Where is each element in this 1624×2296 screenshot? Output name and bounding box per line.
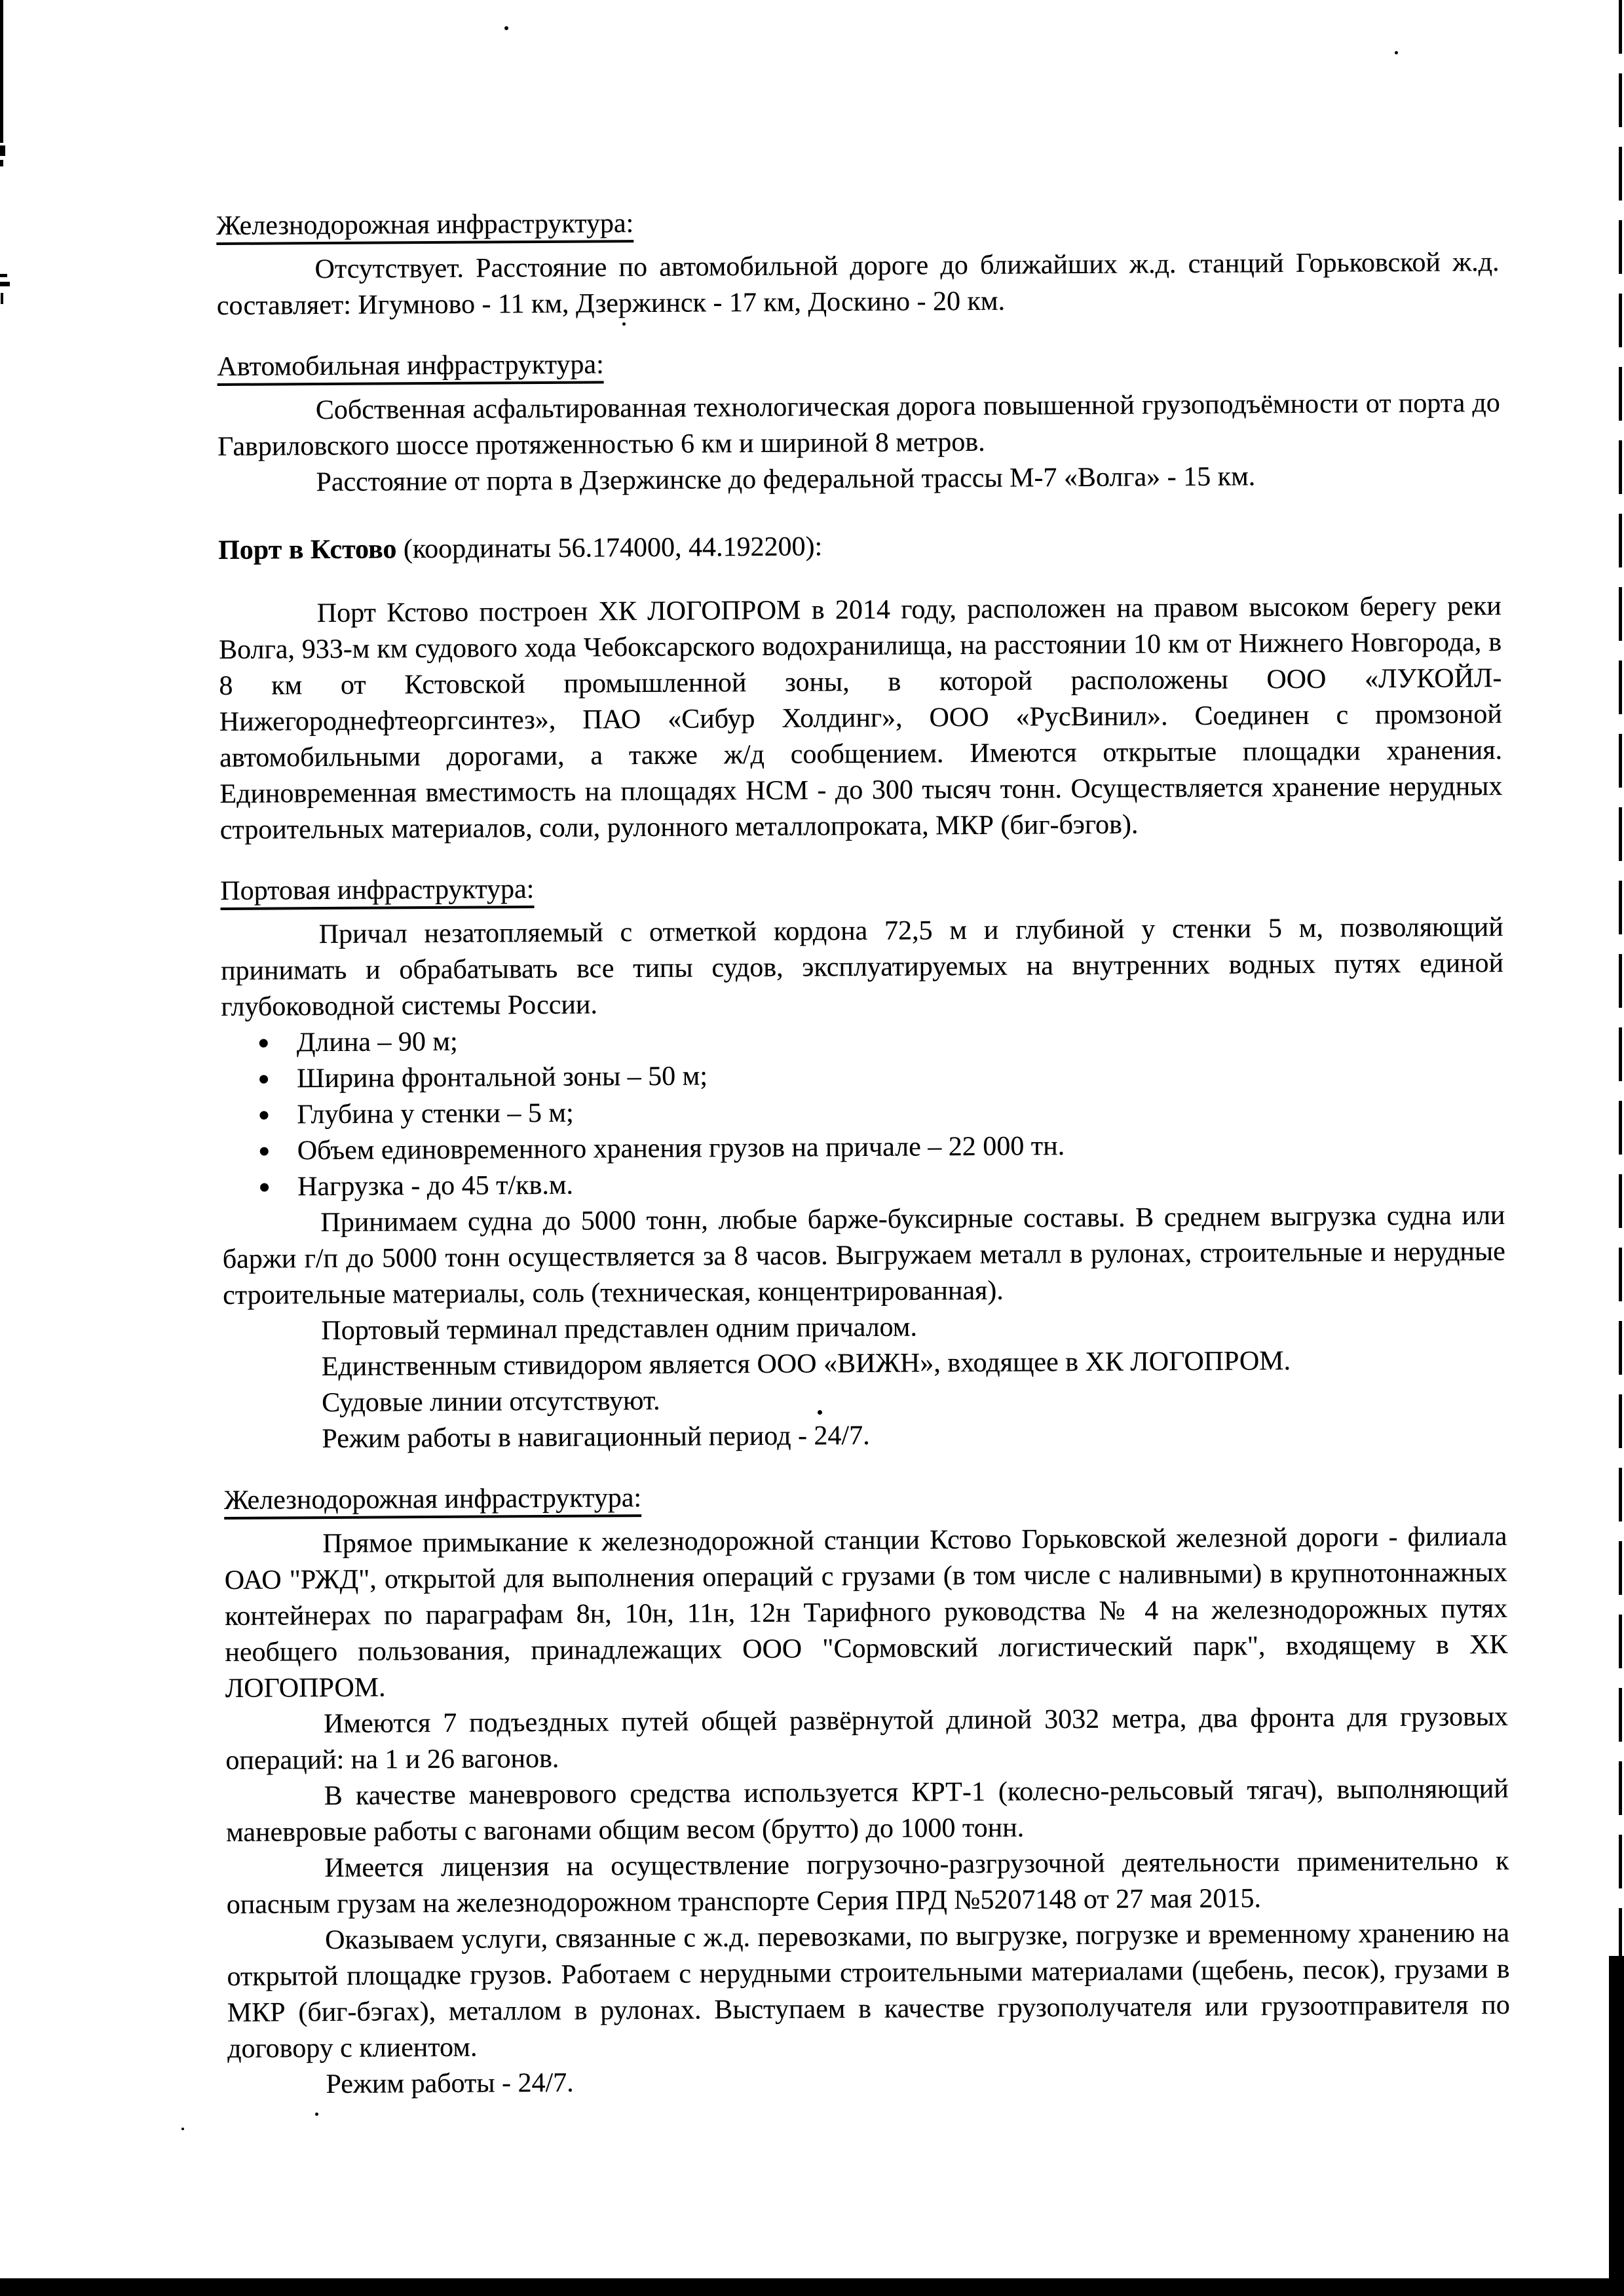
scan-speck xyxy=(504,26,508,30)
berth-spec-list xyxy=(221,1018,1505,1206)
heading-port-name: Порт в Кстово xyxy=(218,534,397,565)
heading-text: Железнодорожная инфраструктура: xyxy=(224,1483,641,1520)
scan-right-edge-line xyxy=(1619,0,1622,1956)
paragraph-shunter: В качестве маневрового средства используется КРТ-1 (колесно-рельсовый тягач), выполняющий маневровые работы с вагонами общим весом (брутто) до 1000 тонн. xyxy=(226,1773,1509,1848)
document-content xyxy=(216,201,1511,2103)
bullet-item-depth: Глубина у стенки – 5 м; xyxy=(221,1090,1504,1134)
paragraph-terminal: Портовый терминал представлен одним причалом. xyxy=(321,1312,918,1347)
paragraph-services: Оказываем услуги, связанные с ж.д. перевозками, по выгрузке, погрузке и временному хранению на открытой площадке грузов. Работаем с нерудными строительными материалами (щебень, песок), грузами в МКР (биг-бэгах), металлом в рулонах. Выступаем в качестве грузополучателя или грузоотправителя по договору с клиентом. xyxy=(227,1917,1510,2064)
paragraph-port-intro: Порт Кстово построен ХК ЛОГОПРОМ в 2014 году, расположен на правом высоком берегу реки Волга, 933-м км судового хода Чебоксарского водохранилища, на расстоянии 10 км от Нижнего Новгорода, в 8 км от Кстовской промышленной зоны, в которой расположены ООО «ЛУКОЙЛ-Нижегороднефтеоргсинтез», ПАО «Сибур Холдинг», ООО «РусВинил». Соединен с промзоной автомобильными дорогами, а также ж/д сообщением. Имеются открытые площадки хранения. Единовременная вместимость на площадях НСМ - до 300 тысяч тонн. Осуществляется хранение нерудных строительных материалов, соли, рулонного металлопроката, МКР (биг-бэгов). xyxy=(218,591,1503,845)
scan-right-edge-bar xyxy=(1609,1956,1624,2280)
scan-left-edge-mark xyxy=(0,0,3,143)
scan-speck xyxy=(181,2128,184,2130)
paragraph-vessels: Принимаем судна до 5000 тонн, любые барже-буксирные составы. В среднем выгрузка судна или баржи г/п до 5000 тонн осуществляется за 8 часов. Выгружаем металл в рулонах, строительные и нерудные строительные материалы, соль (техническая, концентрированная). xyxy=(222,1200,1505,1311)
heading-railway-infrastructure-2 xyxy=(224,1475,1507,1519)
bullet-item-length: Длина – 90 м; xyxy=(221,1018,1504,1062)
paragraph-stevedore: Единственным стивидором является ООО «ВИЖН», входящее в ХК ЛОГОПРОМ. xyxy=(321,1346,1291,1383)
paragraph-railway-absent: Отсутствует. Расстояние по автомобильной дороге до ближайших ж.д. станций Горьковской ж.д. составляет: Игумново - 11 км, Дзержинск - 17 км, Доскино - 20 км. xyxy=(216,247,1500,321)
heading-text: Портовая инфраструктура: xyxy=(220,874,534,910)
bullet-item-front-width: Ширина фронтальной зоны – 50 м; xyxy=(221,1054,1504,1098)
paragraph-auto-road: Собственная асфальтированная технологическая дорога повышенной грузоподъёмности от порта до Гавриловского шоссе протяженностью 6 км и шириной 8 метров. xyxy=(217,388,1500,462)
heading-railway-infrastructure-1 xyxy=(216,201,1499,244)
paragraph-rail-tracks: Имеются 7 подъездных путей общей развёрнутой длиной 3032 метра, два фронта для грузовых операций: на 1 и 26 вагонов. xyxy=(225,1701,1509,1776)
heading-text: Автомобильная инфраструктура: xyxy=(217,349,604,386)
paragraph-license: Имеется лицензия на осуществление погрузочно-разгрузочной деятельности применительно к опасным грузам на железнодорожном транспорте Серия ПРД №5207148 от 27 мая 2015. xyxy=(226,1845,1509,1920)
heading-port-coordinates: (координаты 56.174000, 44.192200): xyxy=(396,531,823,565)
paragraph-berth: Причал незатопляемый с отметкой кордона 72,5 м и глубиной у стенки 5 м, позволяющий принимать и обрабатывать все типы судов, эксплуатируемых на внутренних водных путях единой глубоководной системы России. xyxy=(220,912,1504,1022)
scan-left-edge-mark xyxy=(0,282,10,286)
paragraph-schedule: Режим работы - 24/7. xyxy=(326,2067,574,2100)
scan-bottom-bar xyxy=(0,2278,1624,2296)
bullet-item-load: Нагрузка - до 45 т/кв.м. xyxy=(222,1162,1505,1206)
scan-left-edge-mark xyxy=(0,145,5,156)
scan-speck xyxy=(1395,51,1398,54)
scan-speck xyxy=(315,2113,318,2116)
bullet-item-storage-volume: Объем единовременного хранения грузов на причале – 22 000 тн. xyxy=(222,1126,1505,1170)
paragraph-schedule-navigation: Режим работы в навигационный период - 24/7. xyxy=(322,1420,870,1455)
heading-text: Железнодорожная инфраструктура: xyxy=(216,208,633,245)
scan-left-edge-mark xyxy=(0,274,7,277)
scan-left-edge-mark xyxy=(0,160,3,166)
heading-auto-infrastructure xyxy=(217,341,1500,385)
heading-port-infrastructure xyxy=(220,866,1503,909)
paragraph-rail-connection: Прямое примыкание к железнодорожной станции Кстово Горьковской железной дороги - филиала ОАО "РЖД", открытой для выполнения операций с грузами (в том числе с наливными) в крупнотоннажных контейнерах по параграфам 8н, 10н, 11н, 12н Тарифного руководства № 4 на железнодорожных путях необщего пользования, принадлежащих ООО "Сормовский логистический парк", входящему в ХК ЛОГОПРОМ. xyxy=(224,1521,1508,1704)
scan-left-edge-mark xyxy=(1,293,3,304)
paragraph-auto-distance: Расстояние от порта в Дзержинске до федеральной трассы М-7 «Волга» - 15 км. xyxy=(316,461,1256,498)
heading-port-kstovo xyxy=(218,525,1501,569)
paragraph-ship-lines: Судовые линии отсутствуют. xyxy=(321,1385,660,1419)
